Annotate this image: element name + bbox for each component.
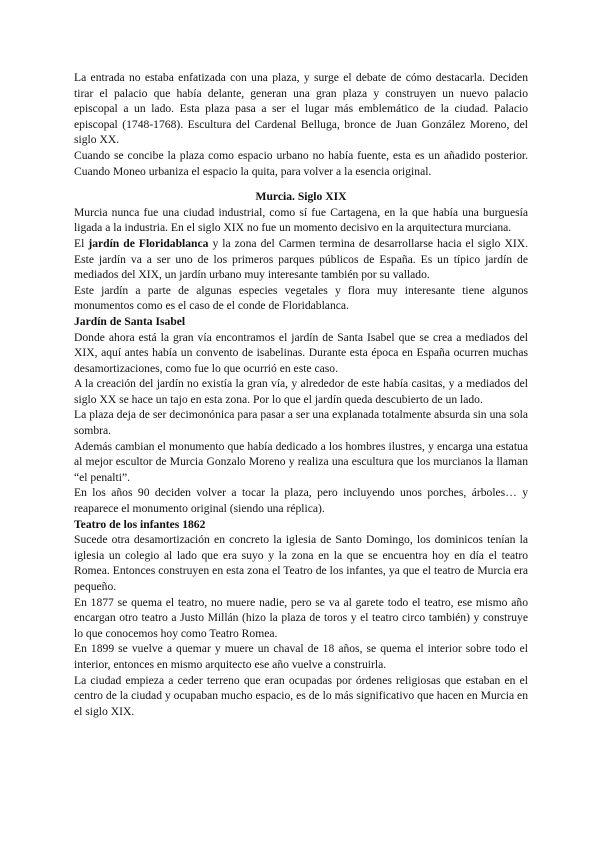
murcia-paragraph-1: Murcia nunca fue una ciudad industrial, como sí fue Cartagena, en la que había una burguesía ligada a la industria. En el siglo XIX no fue un momento decisivo en la arquitectura murciana. — [74, 205, 528, 235]
teatro-paragraph-1: Sucede otra desamortización en concreto la iglesia de Santo Domingo, los dominicos tenían la iglesia un colegio al lado que era suyo y la zona en la que se encuentra hoy en día el teatro Romea. Entonces construyen en esta zona el Teatro de los infantes, ya que el teatro de Murcia era pequeño. — [74, 533, 528, 593]
section-heading-murcia: Murcia. Siglo XIX — [255, 190, 347, 204]
section-heading-santa-isabel: Jardín de Santa Isabel — [74, 314, 186, 328]
teatro-paragraph-4: La ciudad empieza a ceder terreno que eran ocupadas por órdenes religiosas que estaban en el centro de la ciudad y ocupaban mucho espacio, es de lo más significativo que hacen en Murcia en el siglo XIX. — [74, 673, 528, 718]
intro-paragraph-2: Cuando se concibe la plaza como espacio urbano no había fuente, esta es un añadido posterior. Cuando Moneo urbaniza el espacio la quita, para volver a la esencia original. — [74, 148, 528, 178]
murcia-paragraph-2-prefix: El — [74, 236, 89, 250]
section-spacer — [74, 179, 528, 189]
murcia-paragraph-2 — [74, 236, 528, 283]
santa-isabel-paragraph-5: En los años 90 deciden volver a tocar la plaza, pero incluyendo unos porches, árboles… y reaparece el monumento original (siendo una réplica). — [74, 486, 528, 516]
murcia-paragraph-2-rest: y la zona del Carmen termina de desarrollarse hacia el siglo XIX. Este jardín va a ser uno de los primeros parques públicos de España. Es un típico jardín de mediados del XIX, un jardín urbano muy interesante también por su vallado. — [74, 236, 529, 282]
santa-isabel-paragraph-1: Donde ahora está la gran vía encontramos el jardín de Santa Isabel que se crea a mediados del XIX, aquí antes había un convento de isabelinas. Durante esta época en España ocurren muchas desamortizaciones, como fue lo que ocurrió en este caso. — [74, 330, 528, 375]
murcia-paragraph-3: Este jardín a parte de algunas especies vegetales y flora muy interesante tiene algunos monumentos como es el caso de el conde de Floridablanca. — [74, 283, 528, 313]
santa-isabel-paragraph-3: La plaza deja de ser decimonónica para pasar a ser una explanada totalmente absurda sin una sola sombra. — [74, 408, 528, 438]
teatro-paragraph-3: En 1899 se vuelve a quemar y muere un chaval de 18 años, se quema el interior sobre todo el interior, entonces en mismo arquitecto ese año vuelve a construirla. — [74, 642, 528, 671]
section-heading-teatro: Teatro de los infantes 1862 — [74, 517, 206, 531]
intro-paragraph-1: La entrada no estaba enfatizada con una plaza, y surge el debate de cómo destacarla. Deciden tirar el palacio que había delante, generan una gran plaza y construyen un nuevo palacio episcopal a un lado. Esta plaza pasa a ser el lugar más emblemático de la ciudad. Palacio episcopal (1748-1768). Escultura del Cardenal Belluga, bronce de Juan González Moreno, del siglo XX. — [74, 71, 528, 147]
floridablanca-bold-term: jardín de Floridablanca — [88, 236, 209, 250]
santa-isabel-paragraph-4: Además cambian el monumento que había dedicado a los hombres ilustres, y encarga una estatua al mejor escultor de Murcia Gonzalo Moreno y realiza una escultura que los murcianos la llaman “el penalti”. — [74, 439, 528, 484]
teatro-paragraph-2: En 1877 se quema el teatro, no muere nadie, pero se va al garete todo el teatro, ese mismo año encargan otro teatro a Justo Millán (hizo la plaza de toros y el teatro circo también) y construye lo que conocemos hoy como Teatro Romea. — [74, 595, 528, 640]
santa-isabel-paragraph-2: A la creación del jardín no existía la gran vía, y alrededor de este había casitas, y a mediados del siglo XX se hace un tajo en esta zona. Por lo que el jardín queda descubierto de un lado. — [74, 377, 528, 406]
document-page — [74, 70, 528, 719]
